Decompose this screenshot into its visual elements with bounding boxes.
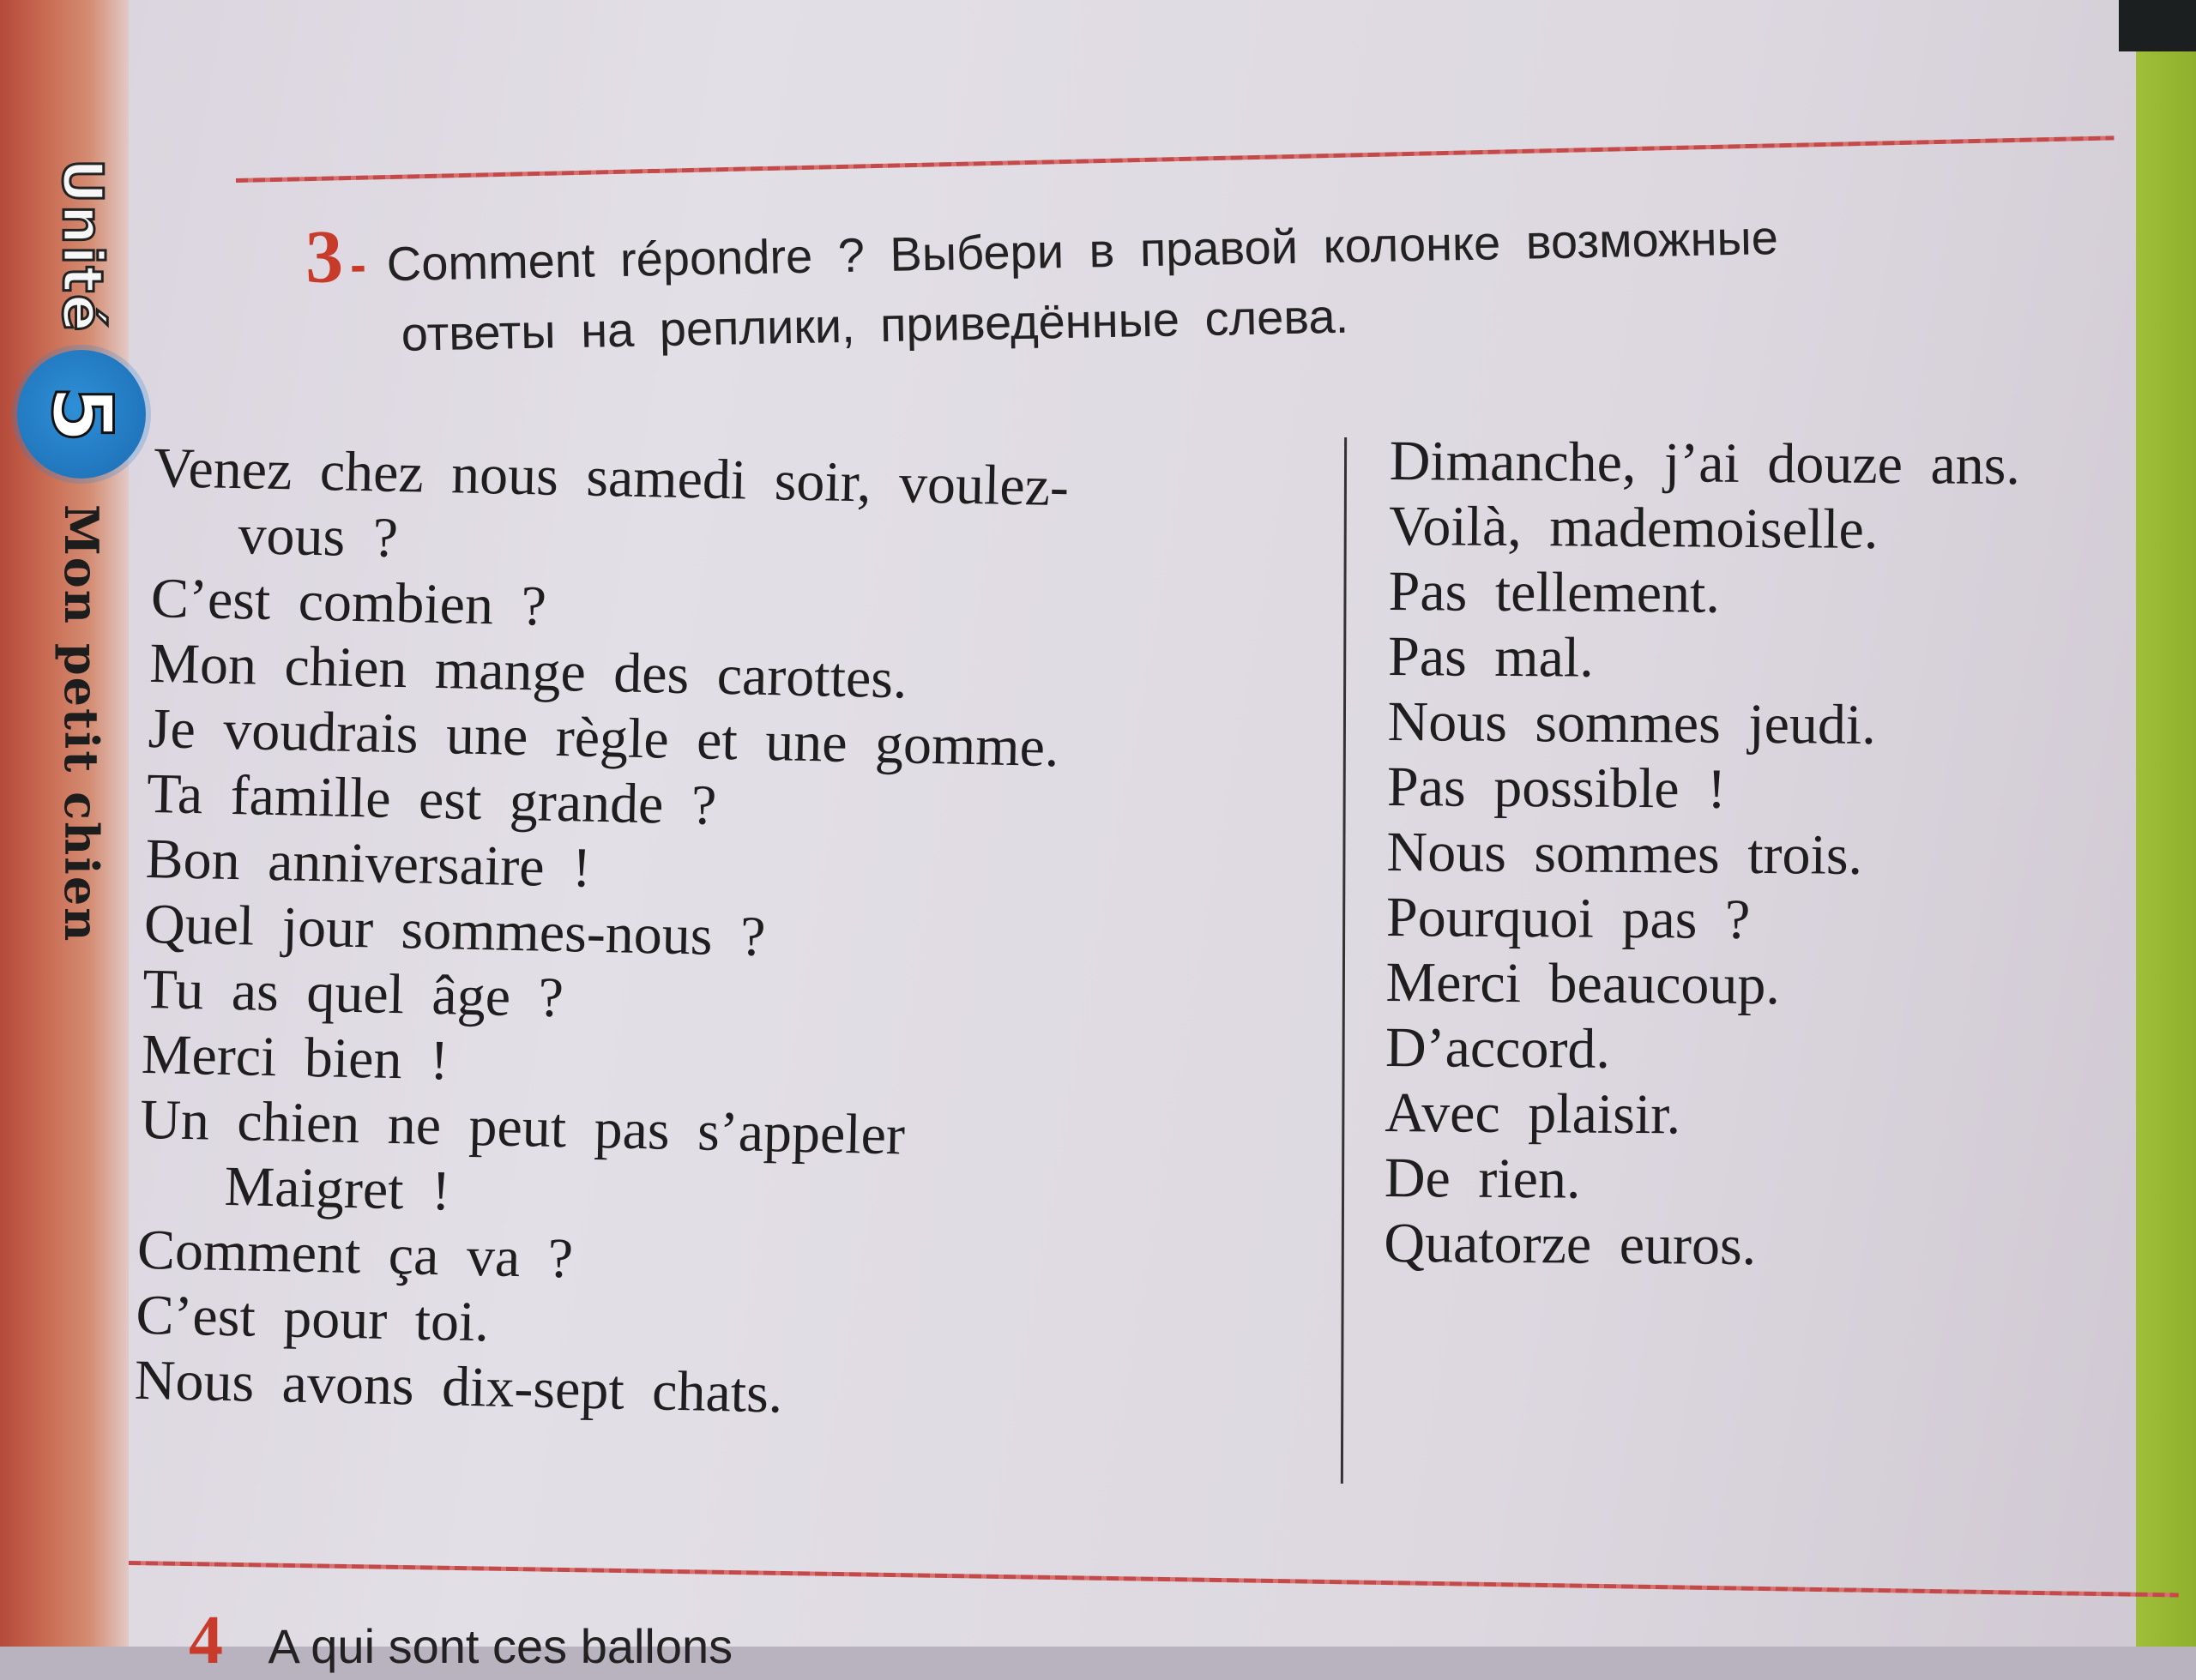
left-item: Merci bien !	[141, 1022, 449, 1093]
left-item: Tu as quel âge ?	[142, 957, 564, 1030]
right-item: Pas mal.	[1387, 624, 1595, 689]
unit-number: 5	[33, 386, 130, 443]
right-item: Quatorze euros.	[1384, 1211, 1757, 1278]
left-item: Nous avons dix-sept chats.	[134, 1348, 784, 1425]
adjacent-page-edge	[2136, 51, 2196, 1647]
left-item: C’est pour toi.	[135, 1283, 490, 1354]
left-column	[134, 436, 1070, 1432]
right-item: Pas possible !	[1386, 755, 1727, 821]
unit-badge	[17, 350, 146, 479]
right-item: Voilà, mademoiselle.	[1388, 494, 1879, 561]
right-item: Avec plaisir.	[1385, 1081, 1681, 1147]
left-item: Mon chien mange des carottes.	[148, 631, 908, 711]
right-item: De rien.	[1384, 1146, 1581, 1211]
right-item: Nous sommes trois.	[1386, 820, 1863, 887]
unit-tab	[34, 159, 129, 943]
left-item: Je voudrais une règle et une gomme.	[148, 696, 1060, 780]
next-exercise-text: A qui sont ces ballons	[268, 1619, 733, 1673]
background-corner	[2119, 0, 2196, 51]
left-item: Bon anniversaire !	[144, 827, 592, 900]
left-item: Un chien ne peut pas s’appeler	[139, 1087, 906, 1167]
right-item: Nous sommes jeudi.	[1387, 689, 1877, 756]
left-item: Quel jour sommes-nous ?	[143, 892, 767, 969]
left-item: C’est combien ?	[150, 566, 547, 638]
left-item: Maigret !	[223, 1154, 451, 1223]
unit-title: Mon petit chien	[54, 504, 109, 943]
next-exercise-number: 4	[189, 1603, 223, 1678]
exercise-instruction-line-1: Comment répondre ? Выбери в правой колонке возможные	[386, 210, 1779, 292]
left-item: Ta famille est grande ?	[146, 762, 717, 837]
left-item: Venez chez nous samedi soir, voulez-	[153, 436, 1070, 519]
right-item: Pas tellement.	[1388, 559, 1721, 625]
unit-label: Unité	[50, 159, 113, 334]
exercise-instruction-line-2: ответы на реплики, приведённые слева.	[401, 288, 1349, 361]
exercise-number-dot: -	[349, 237, 367, 292]
right-item: D’accord.	[1385, 1015, 1611, 1081]
left-item: vous ?	[237, 503, 399, 569]
exercise-number: 3	[305, 215, 344, 299]
right-column	[1384, 429, 2020, 1280]
right-item: Dimanche, j’ai douze ans.	[1389, 429, 2021, 497]
right-item: Pourquoi pas ?	[1385, 885, 1751, 951]
next-exercise-header	[189, 1602, 733, 1680]
right-item: Merci beaucoup.	[1385, 950, 1781, 1017]
left-item: Comment ça va ?	[136, 1218, 574, 1291]
